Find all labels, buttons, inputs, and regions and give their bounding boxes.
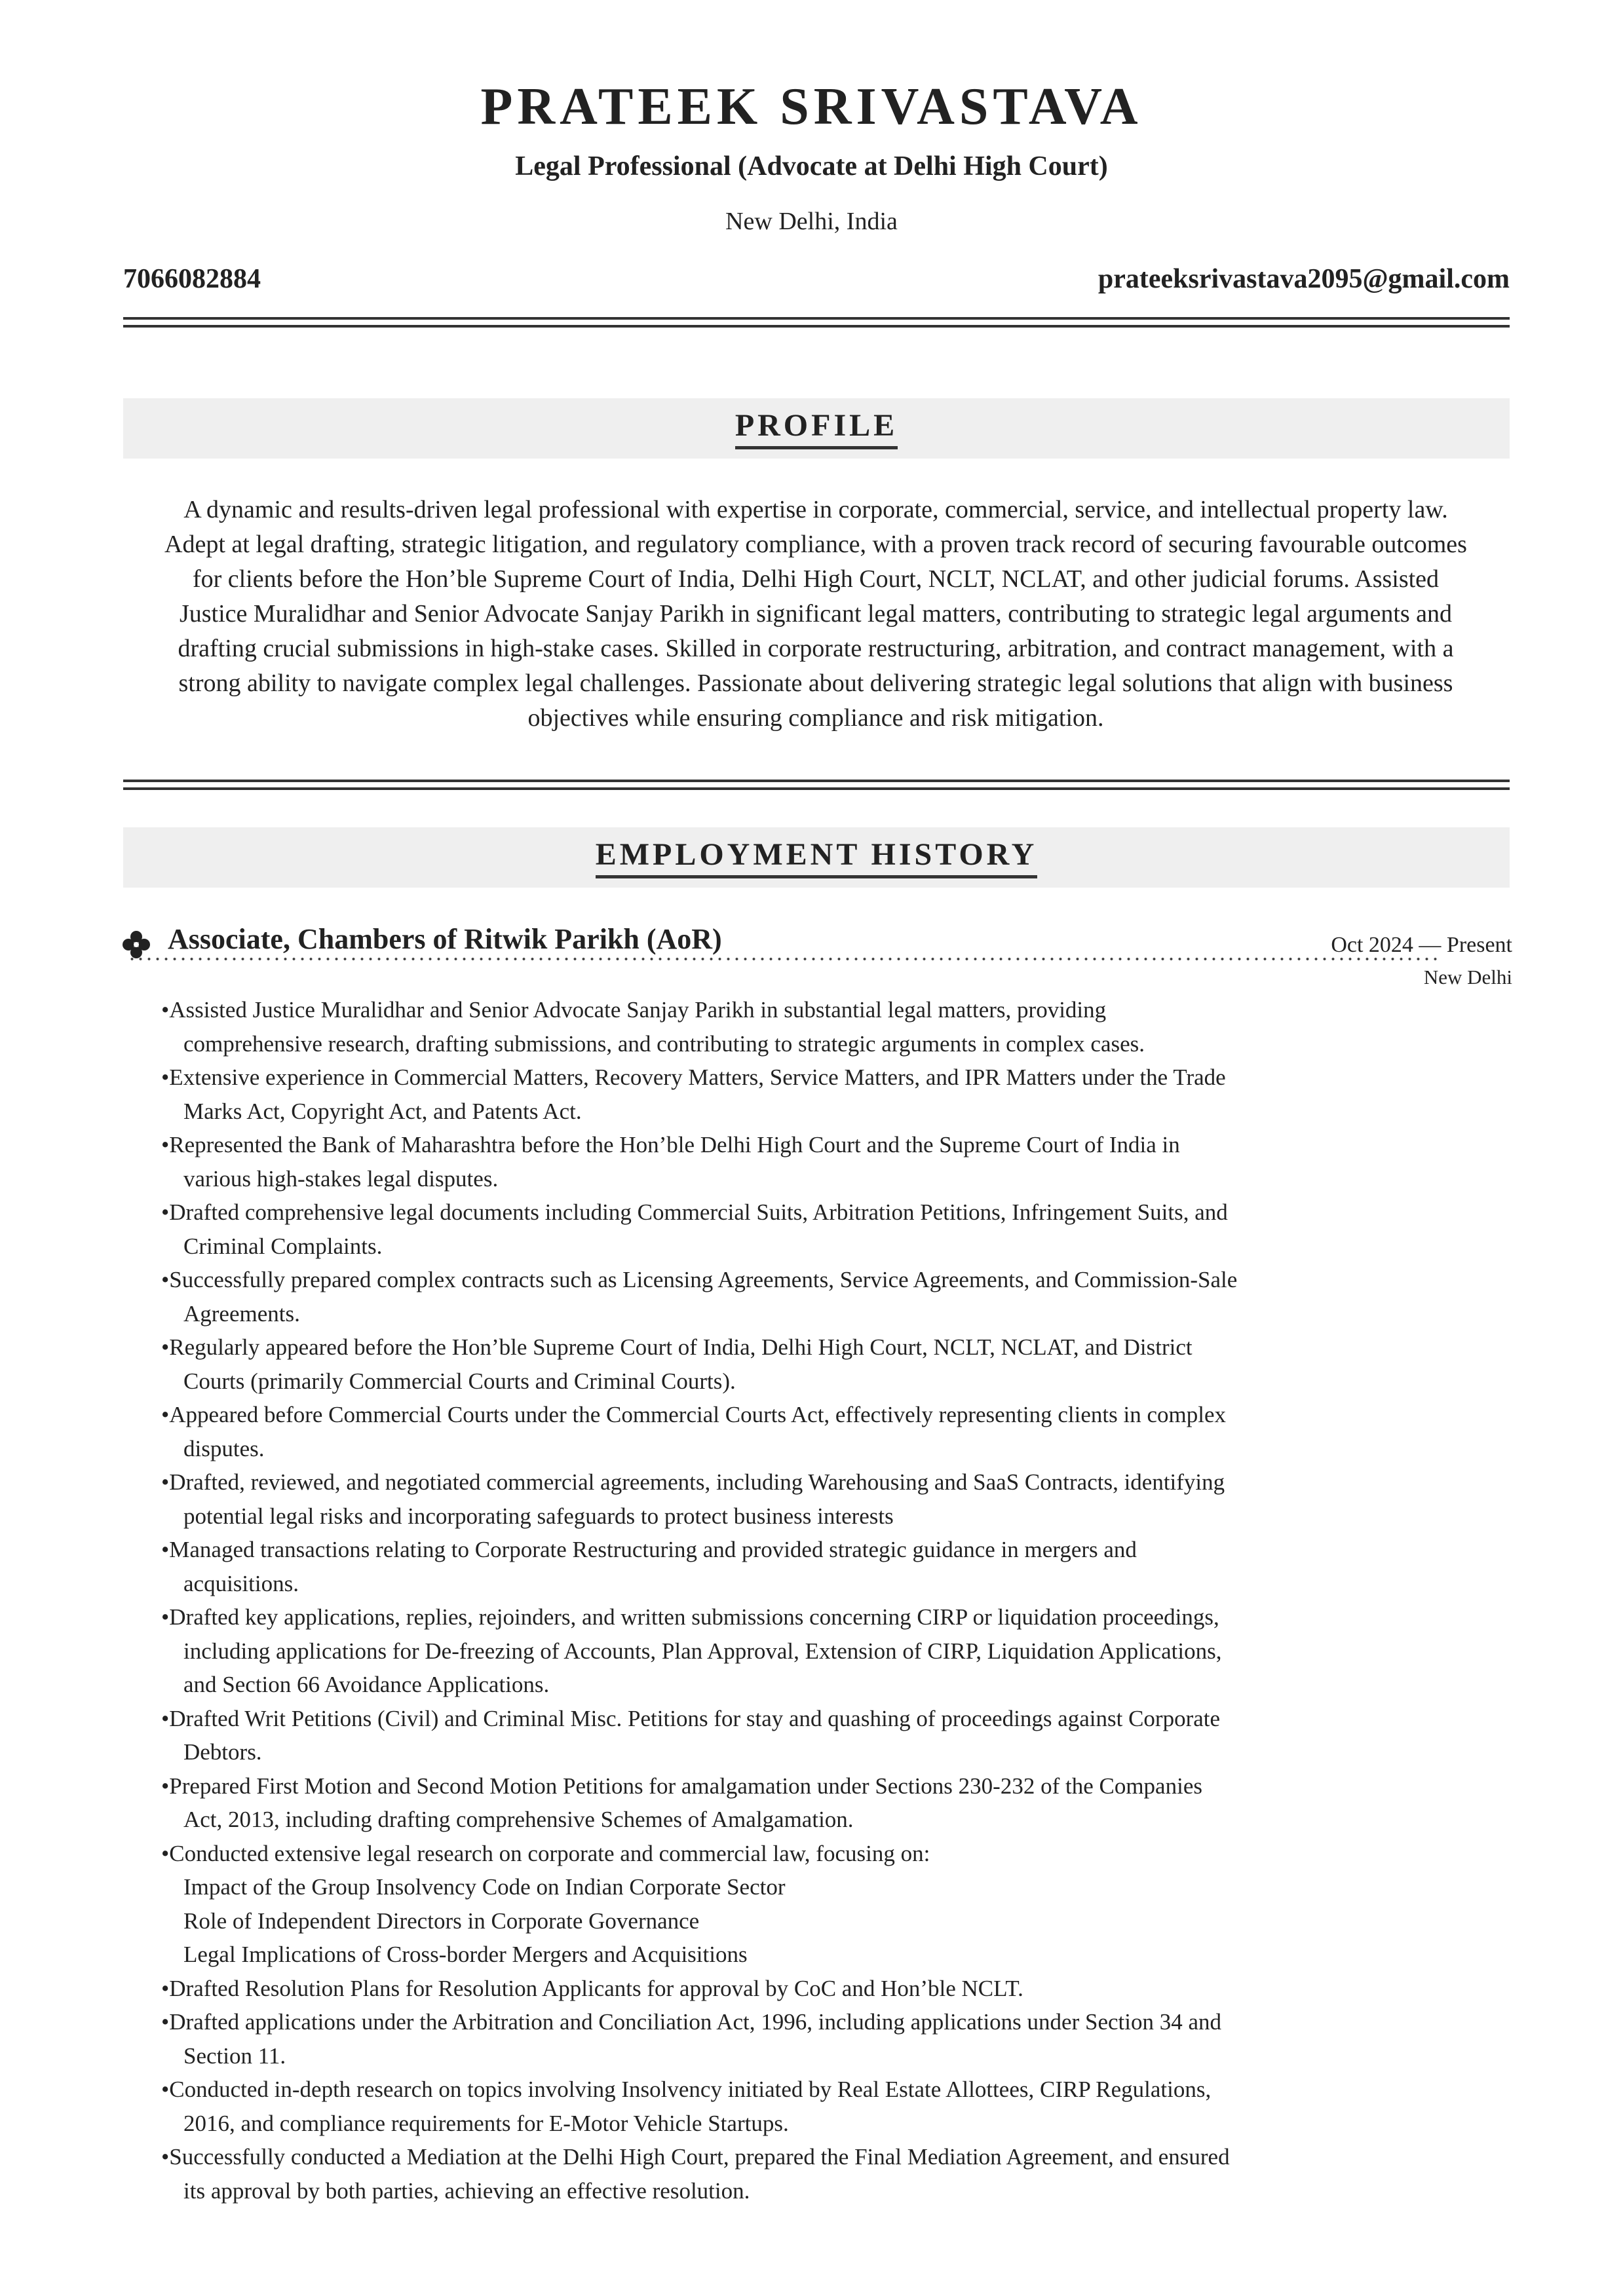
bullet-symbol: •	[161, 1469, 170, 1495]
list-item	[154, 2073, 1242, 2140]
bullet-text: Appeared before Commercial Courts under the Commercial Courts Act, effectively representing clients in complex disputes.	[169, 1402, 1226, 1461]
job-location: New Delhi	[1423, 966, 1512, 988]
bullet-text: Conducted in-depth research on topics involving Insolvency initiated by Real Estate Allottees, CIRP Regulations, 2016, and compliance requirements for E-Motor Vehicle Startups.	[169, 2077, 1212, 2136]
bullet-text: Assisted Justice Muralidhar and Senior Advocate Sanjay Parikh in substantial legal matters, providing comprehensive research, drafting submissions, and contributing to strategic arguments in complex cases.	[169, 997, 1145, 1057]
bullet-text: Drafted applications under the Arbitration and Conciliation Act, 1996, including applications under Section 34 and Section 11.	[169, 2009, 1222, 2069]
profile-summary: A dynamic and results-driven legal professional with expertise in corporate, commercial, service, and intellectual property law. Adept at legal drafting, strategic litigation, and regulatory compliance, with a proven track record of securing favourable outcomes for clients before the Hon’ble Supreme Court of India, Delhi High Court, NCLT, NCLAT, and other judicial forums. Assisted Justice Muralidhar and Senior Advocate Sanjay Parikh in significant legal matters, contributing to strategic legal arguments and drafting crucial submissions in high-stake cases. Skilled in corporate restructuring, arbitration, and contract management, with a strong ability to navigate complex legal challenges. Passionate about delivering strategic legal solutions that align with business objectives while ensuring compliance and risk mitigation.	[164, 496, 1467, 732]
bullet-symbol: •	[161, 1199, 170, 1225]
email-address[interactable]: prateeksrivastava2095@gmail.com	[1098, 264, 1510, 294]
profile-section-header	[123, 398, 1510, 459]
list-item	[154, 1837, 1242, 1972]
bullet-symbol: •	[161, 1773, 170, 1799]
bullet-symbol: •	[161, 1402, 170, 1427]
phone-number: 7066082884	[123, 264, 261, 294]
list-item	[154, 1600, 1242, 1702]
bullet-text: Prepared First Motion and Second Motion Petitions for amalgamation under Sections 230-232 of the Companies Act, 2013, including drafting comprehensive Schemes of Amalgamation.	[169, 1773, 1202, 1832]
list-item	[154, 1263, 1242, 1330]
list-item	[154, 1769, 1242, 1837]
quatrefoil-icon	[122, 930, 151, 959]
research-topic: Legal Implications of Cross-border Mergers and Acquisitions	[183, 1942, 748, 1967]
bullet-text: Drafted key applications, replies, rejoinders, and written submissions concerning CIRP or liquidation proceedings, including applications for De-freezing of Accounts, Plan Approval, Extension of CIRP, Liquidation Applications, and Section 66 Avoidance Applications.	[169, 1604, 1222, 1697]
bullet-text: Drafted comprehensive legal documents including Commercial Suits, Arbitration Petitions, Infringement Suits, and Criminal Complaints.	[169, 1199, 1228, 1259]
candidate-name: PRATEEK SRIVASTAVA	[480, 78, 1143, 136]
bullet-text: Managed transactions relating to Corporate Restructuring and provided strategic guidance in mergers and acquisitions.	[169, 1537, 1137, 1596]
bullet-symbol: •	[161, 2144, 170, 2170]
candidate-location: New Delhi, India	[725, 208, 898, 235]
research-topic: Impact of the Group Insolvency Code on Indian Corporate Sector	[183, 1874, 786, 1900]
bullet-symbol: •	[161, 1267, 170, 1292]
bullet-text: Successfully conducted a Mediation at the Delhi High Court, prepared the Final Mediation Agreement, and ensured its approval by both parties, achieving an effective resolution.	[169, 2144, 1230, 2204]
bullet-text: Drafted, reviewed, and negotiated commercial agreements, including Warehousing and SaaS Contracts, identifying potential legal risks and incorporating safeguards to protect business interests	[169, 1469, 1225, 1529]
bullet-symbol: •	[161, 2077, 170, 2102]
list-item	[154, 1061, 1242, 1128]
bullet-text: Drafted Resolution Plans for Resolution Applicants for approval by CoC and Hon’ble NCLT.	[169, 1975, 1023, 2001]
bullet-symbol: •	[161, 1064, 170, 1090]
bullet-symbol: •	[161, 2009, 170, 2035]
list-item	[154, 2140, 1242, 2208]
list-item	[154, 1128, 1242, 1195]
bullet-symbol: •	[161, 1705, 170, 1731]
bullet-symbol: •	[161, 1132, 170, 1157]
list-item	[154, 1533, 1242, 1600]
profile-divider	[123, 780, 1510, 790]
profile-heading: PROFILE	[735, 407, 898, 449]
bullet-symbol: •	[161, 1604, 170, 1630]
list-item	[154, 1465, 1242, 1533]
bullet-text: Represented the Bank of Maharashtra before the Hon’ble Delhi High Court and the Supreme Court of India in various high-stakes legal disputes.	[169, 1132, 1180, 1192]
header-divider	[123, 317, 1510, 328]
list-item	[154, 2005, 1242, 2073]
bullet-text: Successfully prepared complex contracts such as Licensing Agreements, Service Agreements, and Commission-Sale Agreements.	[169, 1267, 1238, 1327]
employment-section-header	[123, 827, 1510, 888]
bullet-symbol: •	[161, 997, 170, 1023]
bullet-symbol: •	[161, 1840, 170, 1866]
bullet-symbol: •	[161, 1975, 170, 2001]
list-item	[154, 1702, 1242, 1769]
bullet-text: Regularly appeared before the Hon’ble Supreme Court of India, Delhi High Court, NCLT, NCLAT, and District Courts (primarily Commercial Courts and Criminal Courts).	[169, 1334, 1193, 1394]
list-item	[154, 1972, 1242, 2006]
bullet-text: Conducted extensive legal research on corporate and commercial law, focusing on:	[169, 1840, 930, 1866]
candidate-title: Legal Professional (Advocate at Delhi High Court)	[515, 151, 1108, 181]
research-topic: Role of Independent Directors in Corporate Governance	[183, 1908, 700, 1934]
bullet-symbol: •	[161, 1537, 170, 1562]
list-item	[154, 993, 1242, 1061]
job-title: Associate, Chambers of Ritwik Parikh (AoR)	[168, 922, 726, 956]
job-bullet-list	[154, 993, 1242, 2208]
bullet-text: Extensive experience in Commercial Matters, Recovery Matters, Service Matters, and IPR Matters under the Trade Marks Act, Copyright Act, and Patents Act.	[169, 1064, 1226, 1124]
list-item	[154, 1195, 1242, 1263]
bullet-text: Drafted Writ Petitions (Civil) and Criminal Misc. Petitions for stay and quashing of proceedings against Corporate Debtors.	[169, 1705, 1221, 1765]
employment-heading: EMPLOYMENT HISTORY	[596, 837, 1038, 878]
list-item	[154, 1330, 1242, 1398]
dot-leader	[128, 958, 1438, 960]
job-dates: Oct 2024 — Present	[1327, 933, 1512, 958]
bullet-symbol: •	[161, 1334, 170, 1360]
list-item	[154, 1398, 1242, 1465]
